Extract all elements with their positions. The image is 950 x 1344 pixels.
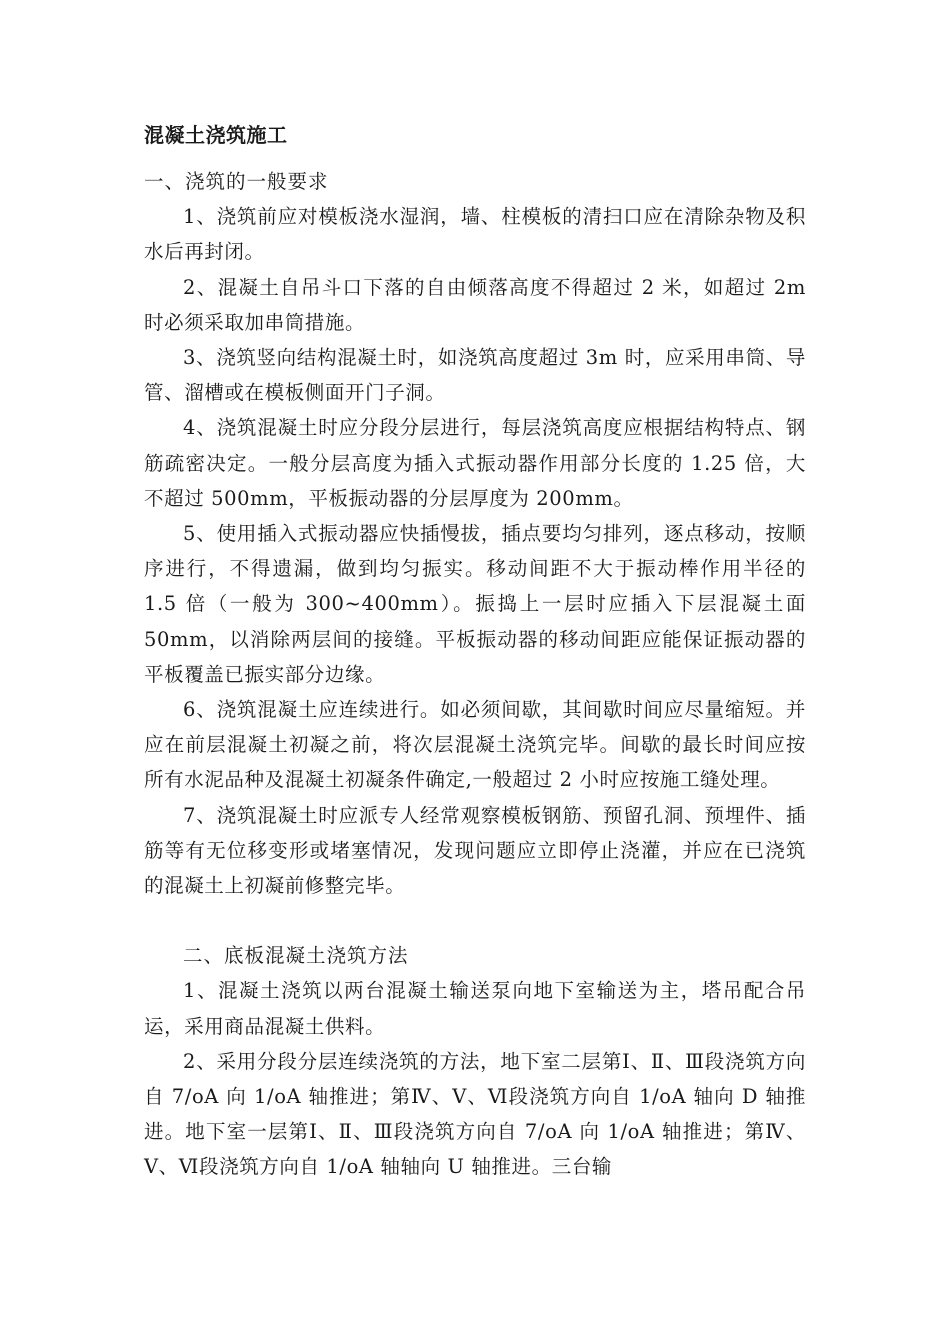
section-slab-pouring-method: [144, 938, 806, 1184]
paragraph: 2、混凝土自吊斗口下落的自由倾落高度不得超过 2 米，如超过 2m 时必须采取加串筒措施。: [144, 275, 806, 334]
document-body: [144, 118, 806, 1185]
paragraph: 6、浇筑混凝土应连续进行。如必须间歇，其间歇时间应尽量缩短。并应在前层混凝土初凝之前，将次层混凝土浇筑完毕。间歇的最长时间应按所有水泥品种及混凝土初凝条件确定,一般超过 2 小时应按施工缝处理。: [144, 698, 806, 792]
document-title: 混凝土浇筑施工: [144, 123, 288, 147]
paragraph: 7、浇筑混凝土时应派专人经常观察模板钢筋、预留孔洞、预埋件、插筋等有无位移变形或堵塞情况，发现问题应立即停止浇灌，并应在已浇筑的混凝土上初凝前修整完毕。: [144, 803, 806, 898]
paragraph: 5、使用插入式振动器应快插慢拔，插点要均匀排列，逐点移动，按顺序进行，不得遗漏，做到均匀振实。移动间距不大于振动棒作用半径的 1.5 倍（一般为 300~400mm）。振捣上一层时应插入下层混凝土面 50mm，以消除两层间的接缝。平板振动器的移动间距应能保证振动器的平板覆盖已振实部分边缘。: [144, 522, 806, 686]
paragraph: 1、混凝土浇筑以两台混凝土输送泵向地下室输送为主，塔吊配合吊运，采用商品混凝土供料。: [144, 979, 806, 1038]
paragraph: 2、采用分段分层连续浇筑的方法，地下室二层第Ⅰ、Ⅱ、Ⅲ段浇筑方向自 7/oA 向 1/oA 轴推进；第Ⅳ、Ⅴ、Ⅵ段浇筑方向自 1/oA 轴向 D 轴推进。地下室一层第Ⅰ、Ⅱ、Ⅲ段浇筑方向自 7/oA 向 1/oA 轴推进；第Ⅳ、Ⅴ、Ⅵ段浇筑方向自 1/oA 轴轴向 U 轴推进。三台输: [144, 1049, 806, 1179]
section-heading: 二、底板混凝土浇筑方法: [183, 944, 409, 968]
section-heading: 一、浇筑的一般要求: [144, 170, 329, 193]
section-spacer: [144, 903, 806, 938]
paragraph: 4、浇筑混凝土时应分段分层进行，每层浇筑高度应根据结构特点、钢筋疏密决定。一般分层高度为插入式振动器作用部分长度的 1.25 倍，大不超过 500mm，平板振动器的分层厚度为 200mm。: [144, 416, 806, 510]
paragraph: 3、浇筑竖向结构混凝土时，如浇筑高度超过 3m 时，应采用串筒、导管、溜槽或在模板侧面开门子洞。: [144, 346, 806, 405]
paragraph: 1、浇筑前应对模板浇水湿润，墙、柱模板的清扫口应在清除杂物及积水后再封闭。: [144, 205, 806, 264]
section-general-requirements: [144, 164, 806, 903]
